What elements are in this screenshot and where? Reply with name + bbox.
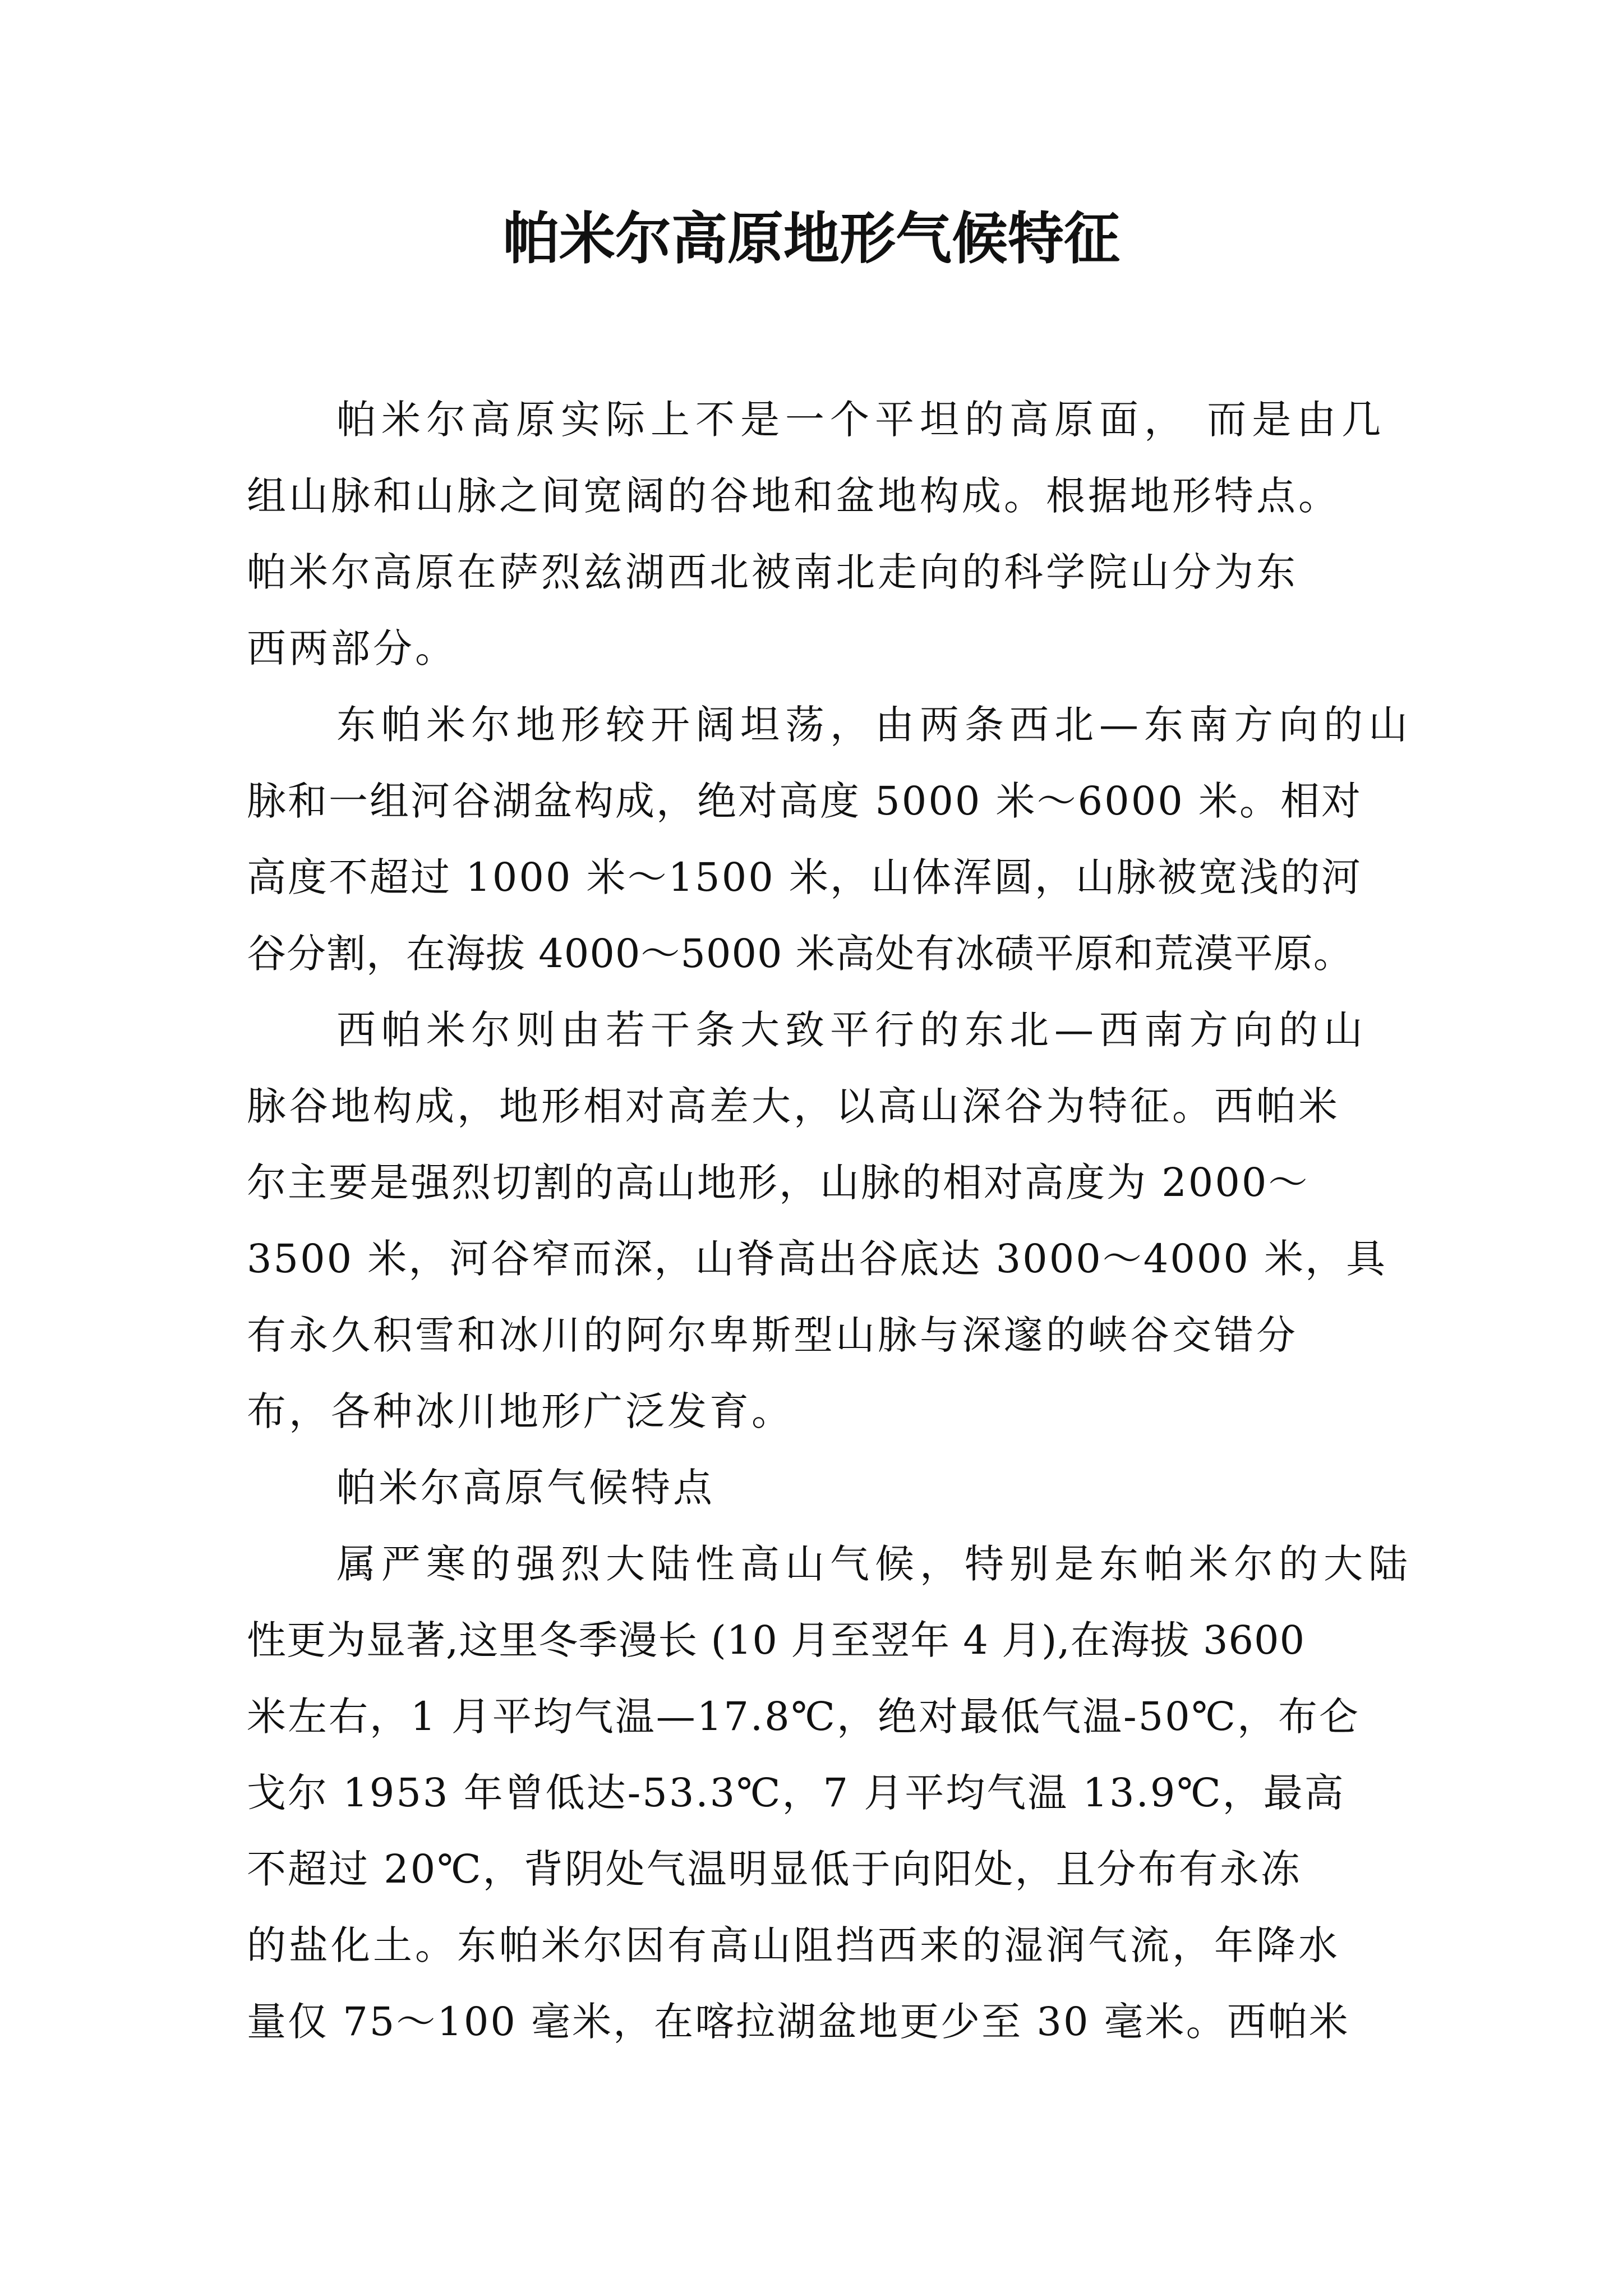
body-line: 3500 米，河谷窄而深，山脊高出谷底达 3000～4000 米，具: [247, 1236, 1387, 1282]
body-line: 西帕米尔则由若干条大致平行的东北—西南方向的山: [336, 1007, 1368, 1053]
body-line: 帕米尔高原实际上不是一个平坦的高原面， 而是由几: [336, 397, 1387, 443]
body-line: 性更为显著,这里冬季漫长 (10 月至翌年 4 月),在海拔 3600: [247, 1617, 1306, 1663]
section-heading: 帕米尔高原气候特点: [336, 1465, 715, 1511]
body-line: 尔主要是强烈切割的高山地形，山脉的相对高度为 2000～: [247, 1159, 1310, 1205]
body-line: 组山脉和山脉之间宽阔的谷地和盆地构成。根据地形特点。: [247, 473, 1340, 519]
body-line: 的盐化土。东帕米尔因有高山阻挡西来的湿润气流，年降水: [247, 1922, 1340, 1968]
document-title: 帕米尔高原地形气候特征: [503, 205, 1120, 272]
body-line: 帕米尔高原在萨烈兹湖西北被南北走向的科学院山分为东: [247, 549, 1298, 595]
body-line: 谷分割，在海拔 4000～5000 米高处有冰碛平原和荒漠平原。: [247, 931, 1353, 977]
body-line: 量仅 75～100 毫米，在喀拉湖盆地更少至 30 毫米。西帕米: [247, 1999, 1350, 2045]
body-line: 东帕米尔地形较开阔坦荡，由两条西北—东南方向的山: [336, 702, 1413, 748]
body-line: 高度不超过 1000 米～1500 米，山体浑圆，山脉被宽浅的河: [247, 854, 1363, 900]
body-line: 西两部分。: [247, 625, 457, 671]
body-line: 脉谷地构成，地形相对高差大，以高山深谷为特征。西帕米: [247, 1083, 1340, 1129]
body-line: 有永久积雪和冰川的阿尔卑斯型山脉与深邃的峡谷交错分: [247, 1312, 1298, 1358]
body-line: 属严寒的强烈大陆性高山气候，特别是东帕米尔的大陆: [336, 1541, 1413, 1587]
body-line: 不超过 20℃，背阴处气温明显低于向阳处，且分布有永冻: [247, 1846, 1302, 1892]
body-line: 米左右，1 月平均气温—17.8℃，绝对最低气温-50℃，布仑: [247, 1694, 1360, 1740]
body-line: 脉和一组河谷湖盆构成，绝对高度 5000 米～6000 米。相对: [247, 778, 1363, 824]
body-line: 戈尔 1953 年曾低达-53.3℃，7 月平均气温 13.9℃，最高: [247, 1770, 1345, 1816]
body-line: 布，各种冰川地形广泛发育。: [247, 1388, 794, 1434]
